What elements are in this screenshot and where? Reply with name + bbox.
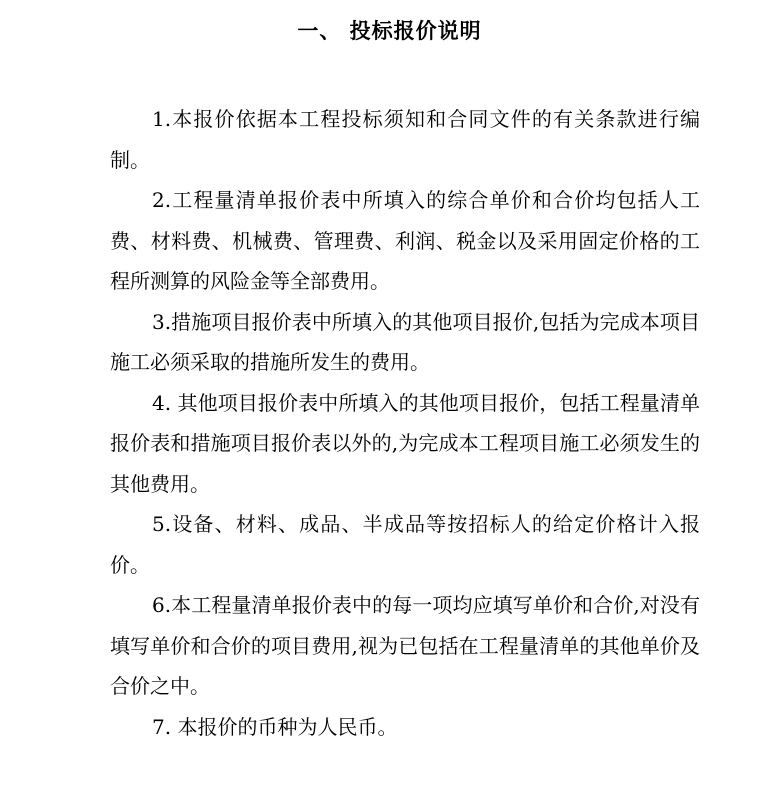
paragraph-1: 1.本报价依据本工程投标须知和合同文件的有关条款进行编制。 — [110, 107, 700, 172]
paragraph-2: 2.工程量清单报价表中所填入的综合单价和合价均包括人工费、材料费、机械费、管理费、利润、税金以及采用固定价格的工程所测算的风险金等全部费用。 — [110, 188, 700, 293]
document-body — [110, 99, 700, 747]
paragraph-3: 3.措施项目报价表中所填入的其他项目报价,包括为完成本项目施工必须采取的措施所发生的费用。 — [110, 309, 700, 374]
paragraph-5: 5.设备、材料、成品、半成品等按招标人的给定价格计入报价。 — [110, 512, 700, 577]
document-title: 一、 投标报价说明 — [297, 18, 482, 43]
paragraph-4: 4. 其他项目报价表中所填入的其他项目报价，包括工程量清单报价表和措施项目报价表以外的,为完成本工程项目施工必须发生的其他费用。 — [110, 390, 700, 496]
paragraph-7: 7. 本报价的币种为人民币。 — [152, 714, 398, 739]
paragraph-6: 6.本工程量清单报价表中的每一项均应填写单价和合价,对没有填写单价和合价的项目费用,视为已包括在工程量清单的其他单价及合价之中。 — [110, 593, 700, 698]
